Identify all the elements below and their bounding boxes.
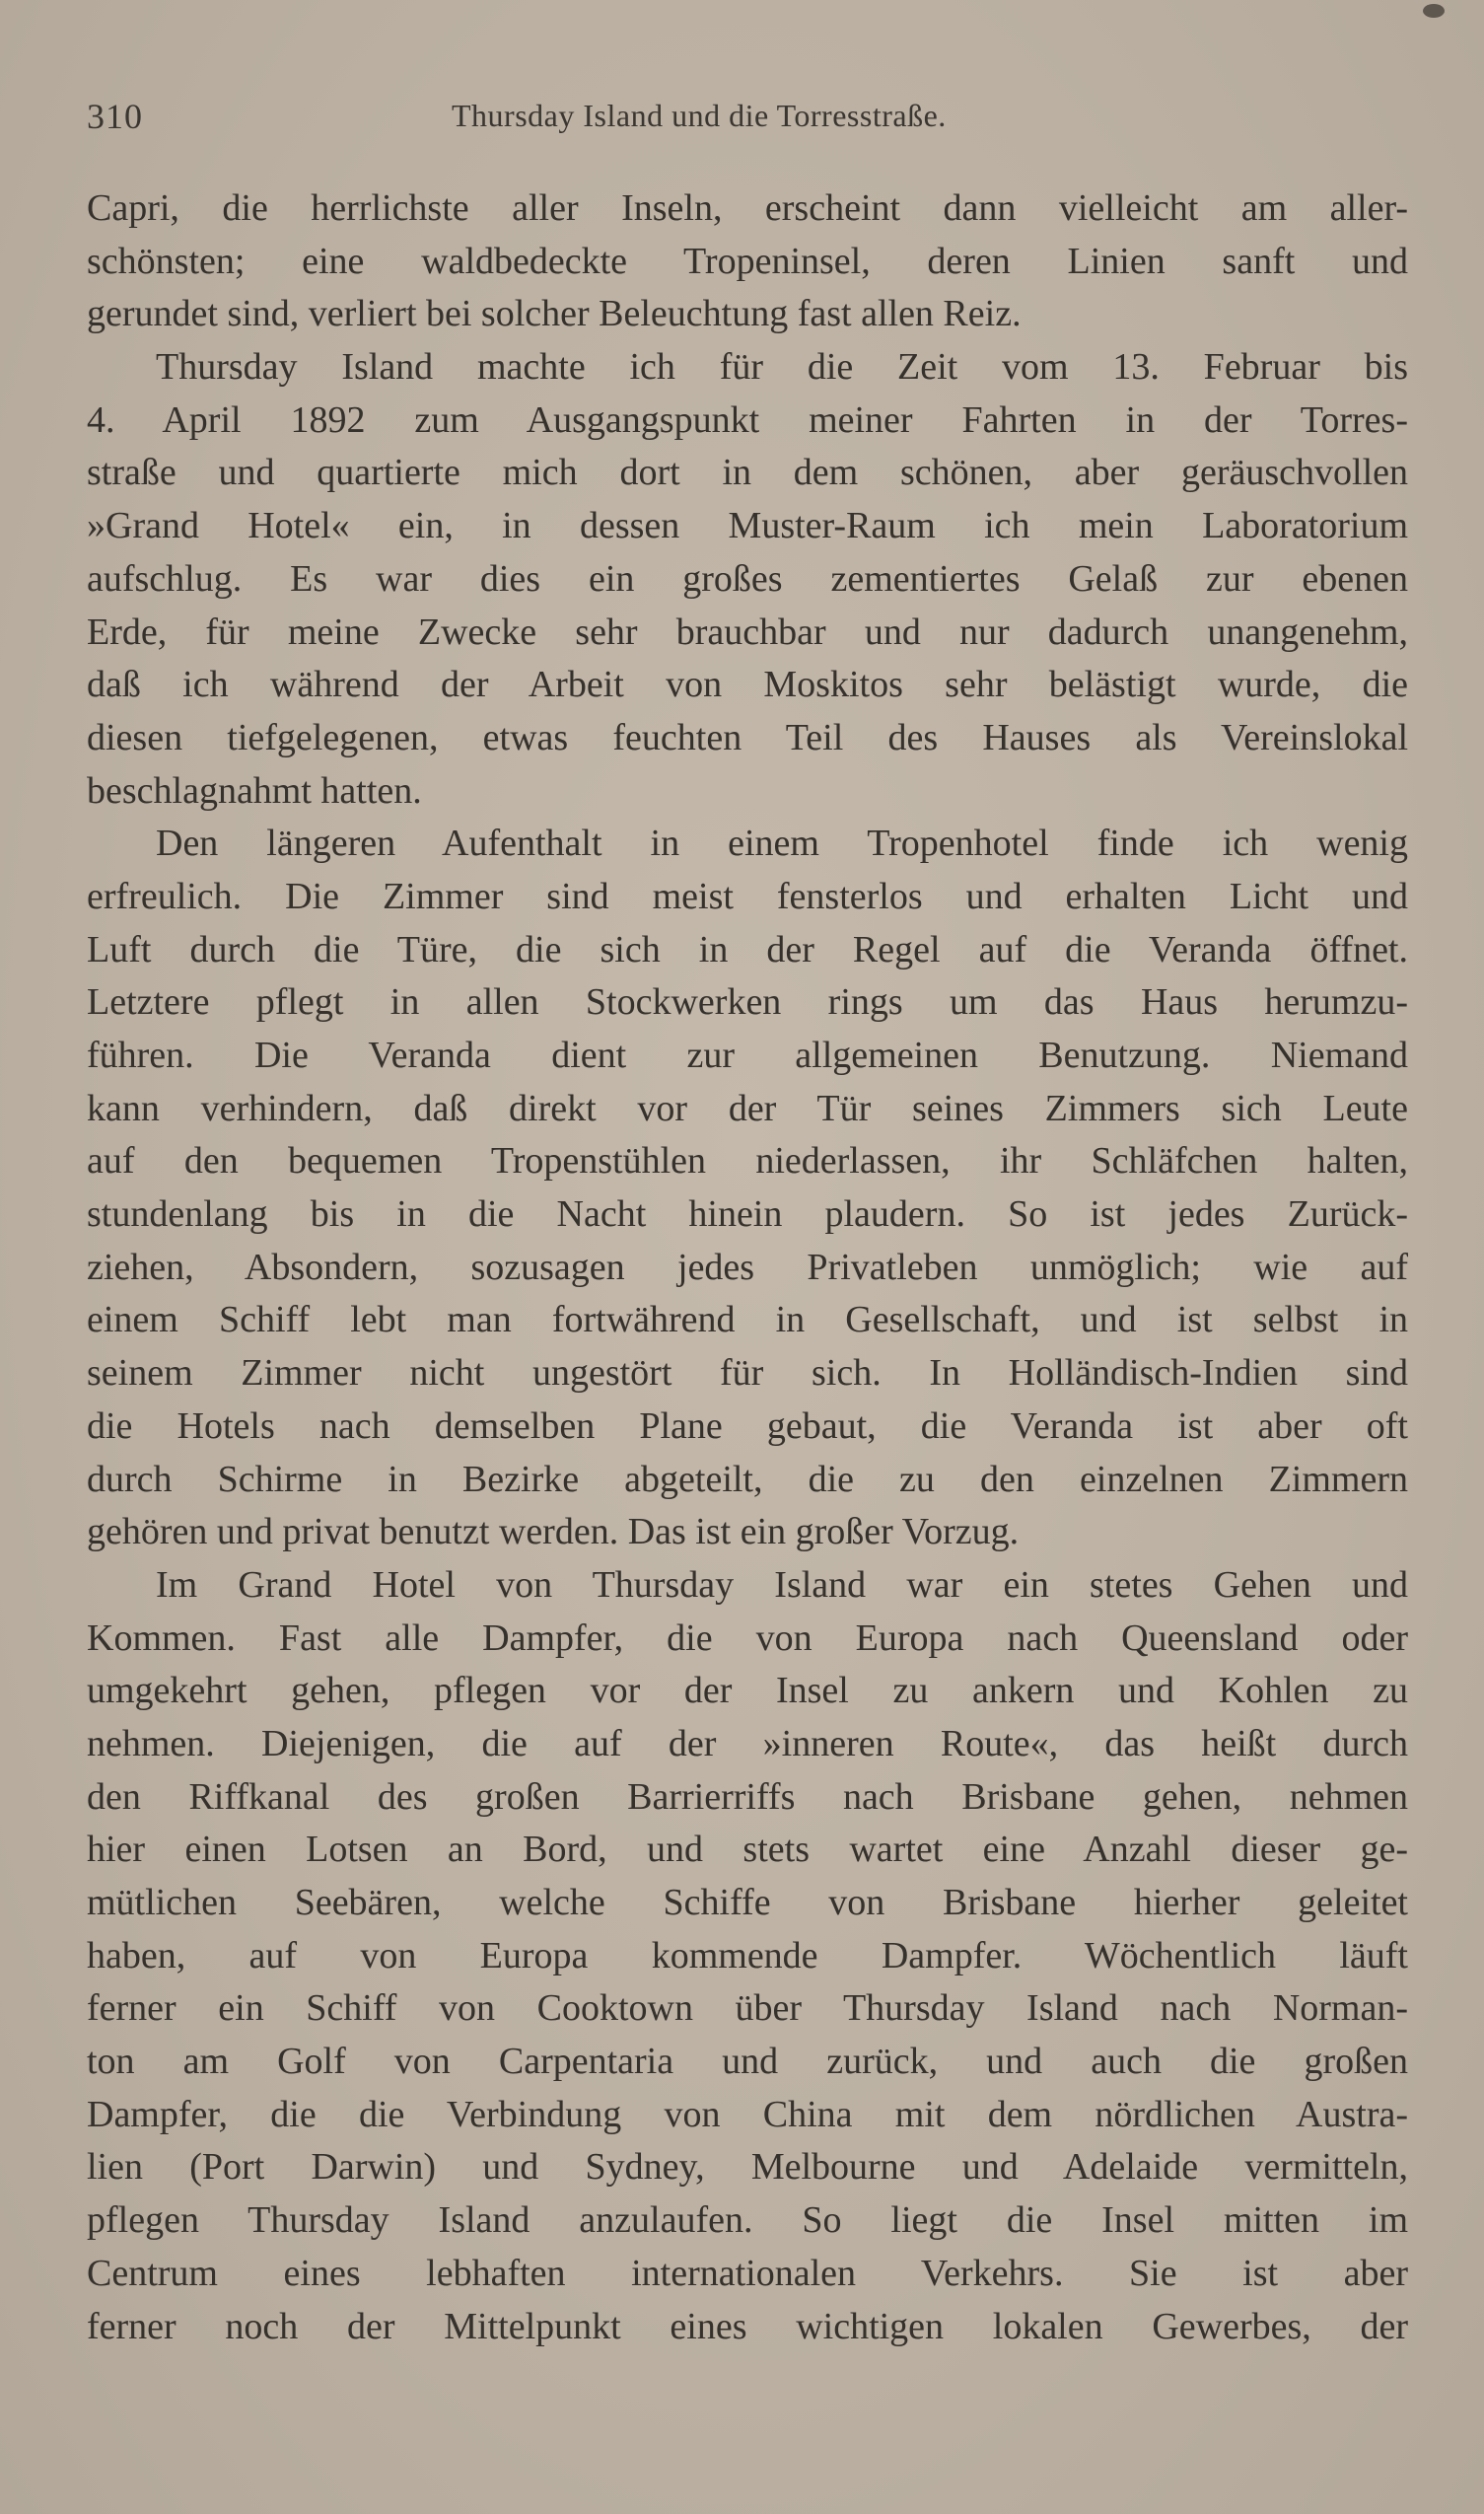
text-line: diesen tiefgelegenen, etwas feuchten Teil des Hauses als Vereinslokal <box>87 716 1408 758</box>
text-line: straße und quartierte mich dort in dem schönen, aber geräuschvollen <box>87 452 1408 494</box>
text-line: 4. April 1892 zum Ausgangspunkt meiner Fahrten in der Torres- <box>87 398 1408 441</box>
text-line: Luft durch die Türe, die sich in der Regel auf die Veranda öffnet. <box>87 928 1408 970</box>
text-line: führen. Die Veranda dient zur allgemeinen Benutzung. Niemand <box>87 1035 1408 1076</box>
text-line: auf den bequemen Tropenstühlen niederlassen, ihr Schläfchen halten, <box>87 1140 1408 1183</box>
text-line: gehören und privat benutzt werden. Das ist ein großer Vorzug. <box>87 1511 1020 1553</box>
text-line: mütlichen Seebären, welche Schiffe von Brisbane hierher geleitet <box>87 1882 1408 1923</box>
text-line: nehmen. Diejenigen, die auf der »inneren Route«, das heißt durch <box>87 1722 1408 1764</box>
text-line: einem Schiff lebt man fortwährend in Gesellschaft, und ist selbst in <box>87 1299 1408 1341</box>
page-header <box>87 96 1408 145</box>
text-line: Den längeren Aufenthalt in einem Tropenhotel finde ich wenig <box>156 823 1408 865</box>
text-line: pflegen Thursday Island anzulaufen. So liegt die Insel mitten im <box>87 2199 1408 2242</box>
text-line: erfreulich. Die Zimmer sind meist fensterlos und erhalten Licht und <box>87 875 1408 917</box>
text-line: »Grand Hotel« ein, in dessen Muster-Raum ich mein Laboratorium <box>87 505 1408 547</box>
text-line: seinem Zimmer nicht ungestört für sich. In Holländisch-Indien sind <box>87 1352 1408 1395</box>
text-line: aufschlug. Es war dies ein großes zementiertes Gelaß zur ebenen <box>87 557 1408 600</box>
text-line: Capri, die herrlichste aller Inseln, erscheint dann vielleicht am aller- <box>87 187 1408 229</box>
text-line: ton am Golf von Carpentaria und zurück, und auch die großen <box>87 2041 1408 2083</box>
text-line: Thursday Island machte ich für die Zeit vom 13. Februar bis <box>156 346 1408 389</box>
text-line: ziehen, Absondern, sozusagen jedes Privatleben unmöglich; wie auf <box>87 1246 1408 1288</box>
page-number: 310 <box>87 97 143 136</box>
text-line: die Hotels nach demselben Plane gebaut, die Veranda ist aber oft <box>87 1404 1408 1447</box>
text-line: ferner noch der Mittelpunkt eines wichtigen lokalen Gewerbes, der <box>87 2305 1408 2347</box>
text-line: daß ich während der Arbeit von Moskitos sehr belästigt wurde, die <box>87 664 1408 706</box>
text-line: Im Grand Hotel von Thursday Island war ein stetes Gehen und <box>156 1563 1408 1606</box>
text-line: lien (Port Darwin) und Sydney, Melbourne und Adelaide vermitteln, <box>87 2146 1408 2189</box>
ink-spot <box>1423 4 1445 18</box>
text-line: ferner ein Schiff von Cooktown über Thursday Island nach Norman- <box>87 1987 1408 2030</box>
text-line: schönsten; eine waldbedeckte Tropeninsel, deren Linien sanft und <box>87 240 1408 282</box>
text-line: hier einen Lotsen an Bord, und stets wartet eine Anzahl dieser ge- <box>87 1829 1408 1871</box>
text-line: gerundet sind, verliert bei solcher Beleuchtung fast allen Reiz. <box>87 293 1022 335</box>
text-line: Kommen. Fast alle Dampfer, die von Europa nach Queensland oder <box>87 1616 1408 1659</box>
text-line: Dampfer, die die Verbindung von China mit dem nördlichen Austra- <box>87 2093 1408 2135</box>
running-title: Thursday Island und die Torresstraße. <box>452 98 947 133</box>
text-line: haben, auf von Europa kommende Dampfer. Wöchentlich läuft <box>87 1934 1408 1976</box>
text-line: umgekehrt gehen, pflegen vor der Insel zu ankern und Kohlen zu <box>87 1670 1408 1712</box>
text-line: kann verhindern, daß direkt vor der Tür seines Zimmers sich Leute <box>87 1087 1408 1129</box>
text-line: durch Schirme in Bezirke abgeteilt, die zu den einzelnen Zimmern <box>87 1458 1408 1500</box>
text-line: Letztere pflegt in allen Stockwerken rings um das Haus herumzu- <box>87 981 1408 1024</box>
text-line: Centrum eines lebhaften internationalen Verkehrs. Sie ist aber <box>87 2252 1408 2294</box>
body-text <box>87 182 1408 2353</box>
text-line: den Riffkanal des großen Barrierriffs nach Brisbane gehen, nehmen <box>87 1775 1408 1818</box>
text-line: stundenlang bis in die Nacht hinein plaudern. So ist jedes Zurück- <box>87 1193 1408 1236</box>
text-line: Erde, für meine Zwecke sehr brauchbar und nur dadurch unangenehm, <box>87 611 1408 653</box>
text-line: beschlagnahmt hatten. <box>87 769 422 812</box>
